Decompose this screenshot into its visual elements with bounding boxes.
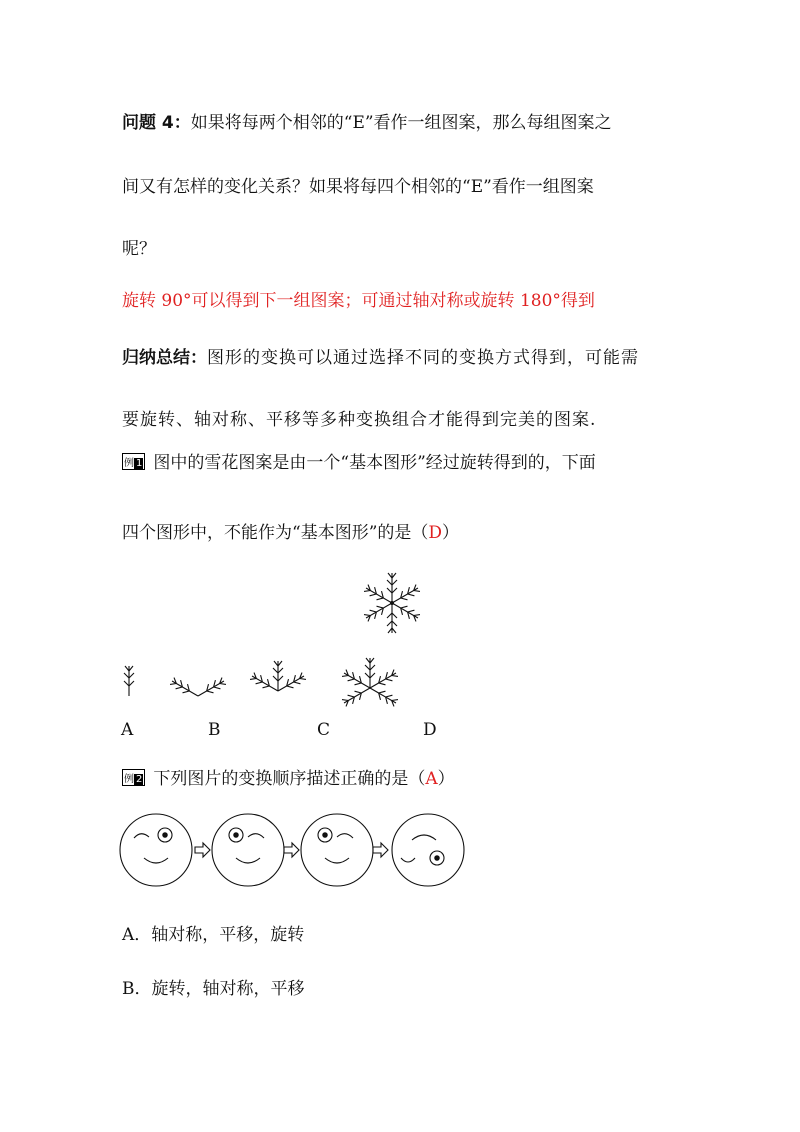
example-2-answer: A [425,769,438,789]
example-1-line2: 四个图形中，不能作为“基本图形”的是（D） [122,523,460,543]
question-4-answer: 旋转 90°可以得到下一组图案；可通过轴对称或旋转 180°得到 [122,291,595,311]
summary-line2: 要旋转、轴对称、平移等多种变换组合才能得到完美的图案. [122,410,597,430]
option-c-figure [240,655,316,701]
option-d-figure [330,652,410,702]
option-d-label: D [423,720,437,740]
example-2-badge: 例 2 [122,769,145,786]
question-4-line1: 问题 4：如果将每两个相邻的“E”看作一组图案，那么每组图案之 [122,113,612,133]
summary-line1: 归纳总结：图形的变换可以通过选择不同的变换方式得到，可能需 [122,348,639,368]
example-1-line1: 例 1 图中的雪花图案是由一个“基本图形”经过旋转得到的，下面 [124,453,596,473]
snowflake-figure [352,568,432,638]
example-1-answer: D [428,523,443,543]
question-4-line3: 呢？ [122,239,156,259]
faces-sequence-figure [118,810,468,890]
example-1-badge: 例 1 [122,453,145,470]
question-4-label: 问题 4： [122,113,191,133]
summary-label: 归纳总结： [122,348,207,368]
option-b-figure [168,660,228,698]
example-2-line: 例 2 下列图片的变换顺序描述正确的是（A） [124,769,455,789]
choice-b: B．旋转，轴对称，平移 [122,979,305,999]
choice-a: A．轴对称，平移，旋转 [122,925,305,945]
option-c-label: C [317,720,331,740]
option-a-label: A [121,720,134,740]
option-a-figure [118,660,140,698]
question-4-line2: 间又有怎样的变化关系？如果将每四个相邻的“E”看作一组图案 [122,177,594,197]
option-b-label: B [208,720,221,740]
